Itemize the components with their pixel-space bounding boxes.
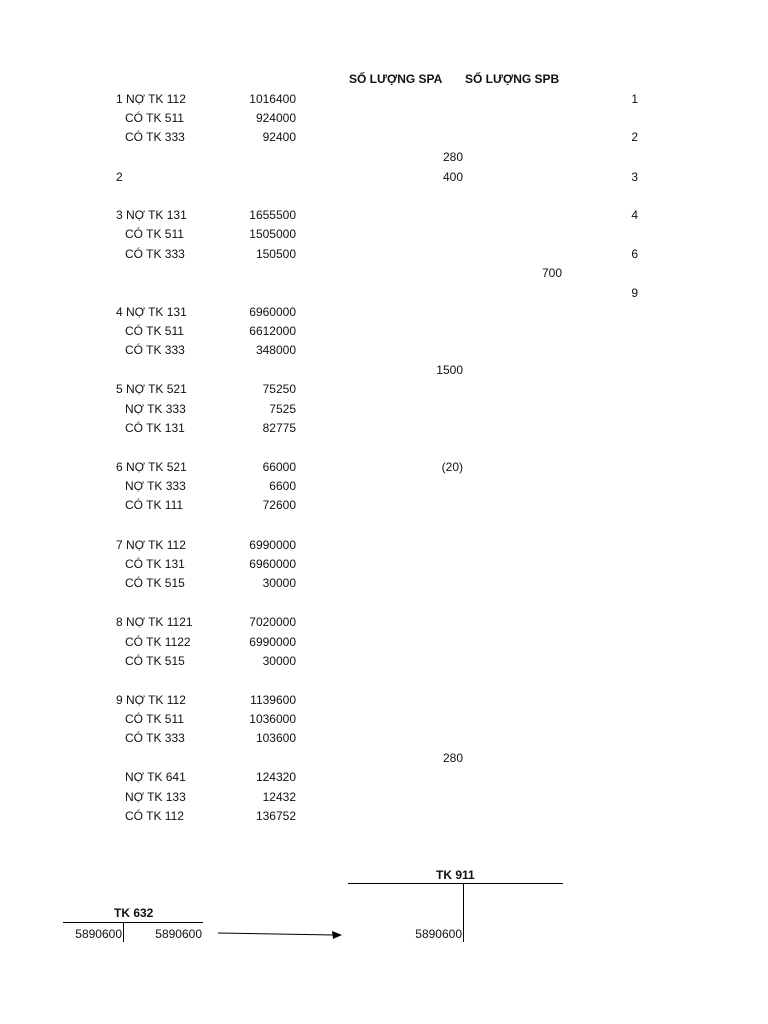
spa-value: (20): [441, 460, 463, 474]
right-column-value: 6: [631, 247, 638, 261]
tk632-credit: 5890600: [155, 927, 202, 941]
right-column-value: 4: [631, 208, 638, 222]
entry-amount: 30000: [262, 654, 296, 668]
entry-amount: 6600: [269, 479, 296, 493]
entry-amount: 1505000: [249, 227, 296, 241]
entry-amount: 75250: [262, 382, 296, 396]
entry-label: 4 NỢ TK 131: [116, 305, 187, 319]
entry-label: CÓ TK 112: [125, 809, 184, 823]
entry-label: CÓ TK 111: [125, 498, 184, 512]
entry-label: NỢ TK 133: [125, 790, 186, 804]
right-column-value: 2: [631, 130, 638, 144]
entry-label: CÓ TK 515: [125, 654, 185, 668]
tk911-debit: 5890600: [415, 927, 462, 941]
entry-amount: 7525: [269, 402, 296, 416]
entry-amount: 103600: [255, 731, 296, 745]
entry-label: CÓ TK 511: [125, 227, 184, 241]
entry-label: 8 NỢ TK 1121: [116, 615, 193, 629]
entry-amount: 150500: [255, 247, 296, 261]
tk911-divider: [463, 883, 464, 942]
tk911-top-line: [348, 883, 563, 884]
entry-amount: 6960000: [249, 557, 296, 571]
spa-value: 1500: [436, 363, 463, 377]
entry-amount: 924000: [255, 111, 296, 125]
entry-label: CÓ TK 1122: [125, 635, 191, 649]
tk911-title: TK 911: [436, 868, 475, 882]
entry-label: 2: [116, 170, 123, 184]
entry-amount: 82775: [262, 421, 296, 435]
tk632-title: TK 632: [114, 906, 154, 920]
entry-amount: 6612000: [249, 324, 296, 338]
entry-label: CÓ TK 333: [125, 130, 185, 144]
header-spb: SỐ LƯỢNG SPB: [465, 72, 560, 86]
entry-label: CÓ TK 511: [125, 324, 184, 338]
entry-label: CÓ TK 333: [125, 343, 185, 357]
entry-label: CÓ TK 515: [125, 576, 185, 590]
transfer-arrow: [216, 926, 346, 942]
entry-amount: 1016400: [249, 92, 296, 106]
entry-amount: 136752: [255, 809, 296, 823]
entry-label: 1 NỢ TK 112: [116, 92, 186, 106]
right-column-value: 1: [631, 92, 638, 106]
entry-amount: 30000: [262, 576, 296, 590]
tk632-debit: 5890600: [75, 927, 122, 941]
entry-label: CÓ TK 131: [125, 557, 185, 571]
entry-amount: 92400: [262, 130, 296, 144]
entry-label: NỢ TK 333: [125, 479, 186, 493]
spa-value: 280: [442, 751, 463, 765]
entry-label: CÓ TK 511: [125, 111, 184, 125]
entry-label: CÓ TK 333: [125, 247, 185, 261]
entry-amount: 1655500: [249, 208, 296, 222]
spa-value: 280: [442, 150, 463, 164]
entry-amount: 6990000: [249, 538, 296, 552]
entry-amount: 12432: [262, 790, 296, 804]
entry-label: CÓ TK 333: [125, 731, 185, 745]
entry-amount: 6990000: [249, 635, 296, 649]
entry-amount: 1139600: [250, 693, 296, 707]
entry-label: 6 NỢ TK 521: [116, 460, 187, 474]
entry-label: 3 NỢ TK 131: [116, 208, 187, 222]
right-column-value: 3: [631, 170, 638, 184]
right-column-value: 9: [631, 286, 638, 300]
spa-value: 400: [442, 170, 463, 184]
tk632-top-line: [63, 922, 203, 923]
tk632-divider: [123, 922, 124, 942]
entry-amount: 124320: [255, 770, 296, 784]
entry-amount: 1036000: [249, 712, 296, 726]
entry-label: 5 NỢ TK 521: [116, 382, 187, 396]
entry-amount: 7020000: [249, 615, 296, 629]
header-spa: SỐ LƯỢNG SPA: [349, 72, 443, 86]
entry-label: NỢ TK 333: [125, 402, 186, 416]
spb-value: 700: [541, 266, 562, 280]
entry-label: 7 NỢ TK 112: [116, 538, 186, 552]
entry-amount: 348000: [255, 343, 296, 357]
entry-label: CÓ TK 511: [125, 712, 184, 726]
entry-label: 9 NỢ TK 112: [116, 693, 186, 707]
entry-amount: 72600: [262, 498, 296, 512]
entry-amount: 66000: [262, 460, 296, 474]
entry-label: CÓ TK 131: [125, 421, 185, 435]
entry-label: NỢ TK 641: [125, 770, 186, 784]
entry-amount: 6960000: [249, 305, 296, 319]
